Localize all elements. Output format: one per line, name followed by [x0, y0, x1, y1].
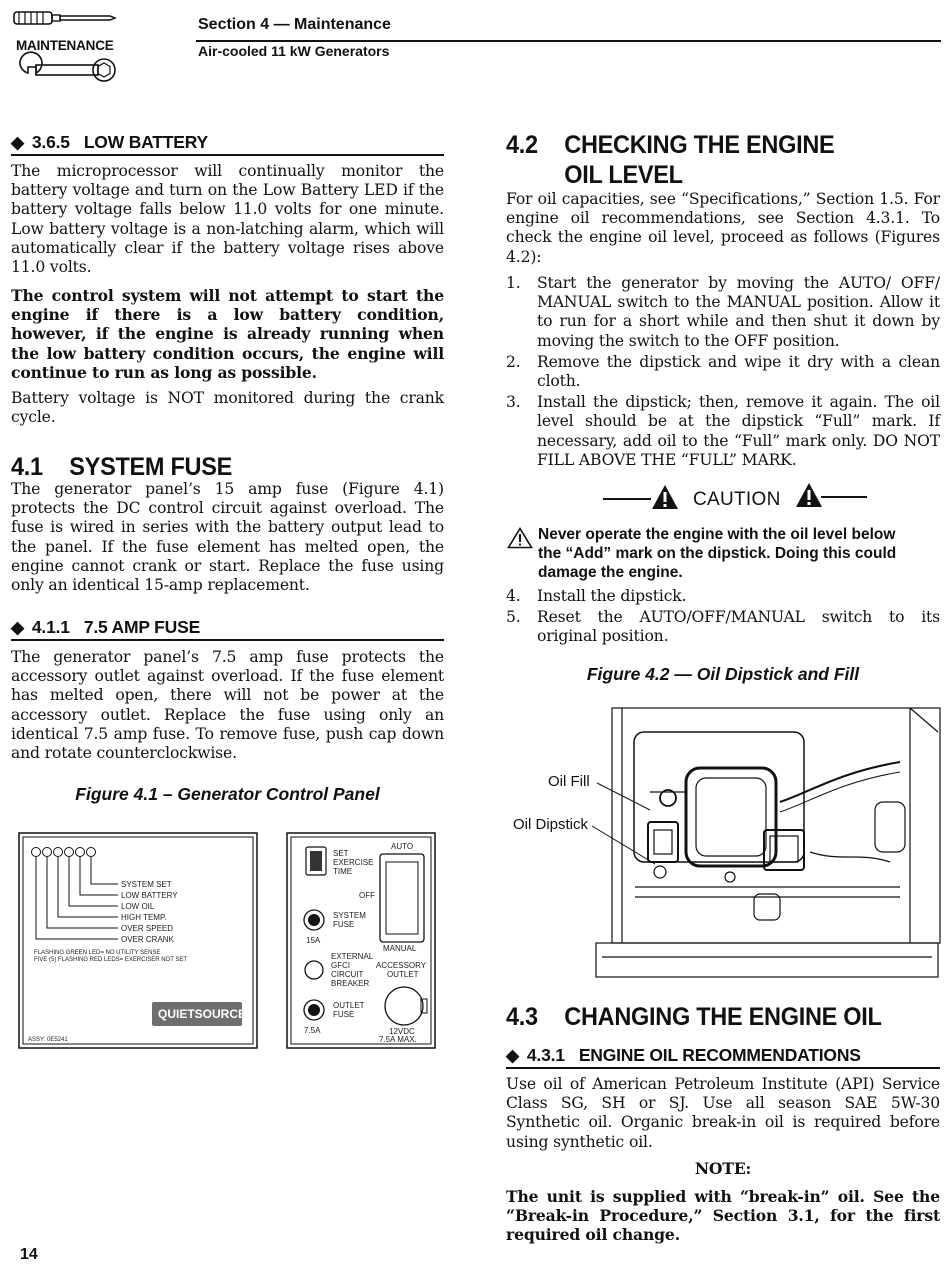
figure-caption: Figure 4.1 – Generator Control Panel	[75, 784, 380, 804]
heading-number: 4.2	[506, 131, 538, 159]
heading-number: 4.1	[11, 453, 43, 481]
heading-4-3-1	[506, 1045, 940, 1069]
paragraph: Use oil of American Petroleum Institute (API) Service Class SG, SH or SJ. Use all season SAE 5W-30 Synthetic oil. Organic break-in oil is required before using synthetic oil.	[506, 1075, 940, 1151]
panel-label: AUTO	[391, 842, 414, 851]
diamond-bullet-icon: ◆	[11, 133, 24, 152]
heading-number: 4.1.1	[31, 617, 70, 637]
warning-triangle-icon	[795, 482, 823, 508]
list-item	[506, 353, 940, 391]
led-label: LOW BATTERY	[121, 891, 178, 900]
oil-dipstick-label: Oil Dipstick	[513, 816, 589, 833]
panel-label: OUTLET	[387, 970, 419, 979]
step-number: 5.	[506, 608, 521, 627]
panel-note: FIVE (5) FLASHING RED LEDS= EXERCISER NOT SET	[34, 957, 188, 963]
led-label: OVER SPEED	[121, 924, 174, 933]
figure-caption: Figure 4.2 — Oil Dipstick and Fill	[586, 664, 860, 684]
heading-4-2	[506, 130, 914, 190]
panel-note: FLASHING GREEN LED= NO UTILITY SENSE	[34, 950, 161, 956]
heading-title-line2: OIL LEVEL	[564, 161, 683, 189]
maintenance-logo	[12, 6, 120, 92]
paragraph: The generator panel’s 15 amp fuse (Figure 4.1) protects the DC control circuit against overload. The fuse is wired in series with the battery output lead to the panel. If the fuse element has melted open, the engine cannot crank or start. Replace the fuse using only an identical 15-amp replacement.	[11, 480, 444, 595]
paragraph: The generator panel’s 7.5 amp fuse protects the accessory outlet against overload. If the fuse element has melted open, there will not be power at the accessory outlet. Replace the fuse using only an identical 7.5 amp fuse. To remove fuse, push cap down and rotate counterclockwise.	[11, 648, 444, 763]
leader-line	[592, 826, 655, 864]
caution-banner	[603, 482, 867, 514]
step-text: Reset the AUTO/OFF/MANUAL switch to its original position.	[537, 608, 940, 646]
page-number: 14	[20, 1246, 38, 1263]
heading-number: 4.3.1	[526, 1045, 565, 1065]
heading-3-6-5	[11, 132, 444, 156]
diamond-bullet-icon: ◆	[11, 618, 24, 637]
warning-triangle-icon	[651, 484, 679, 510]
step-number: 3.	[506, 393, 521, 412]
paragraph: The microprocessor will continually monitor the battery voltage and turn on the Low Battery LED if the battery voltage falls below 11.0 volts for one minute. Low battery voltage is a non-latching alarm, which will automatically clear if the battery voltage rises above 11.0 volts.	[11, 162, 444, 277]
caution-text: Never operate the engine with the oil level below the “Add” mark on the dipstick. Doing this could damage the engine.	[538, 526, 897, 581]
heading-4-1-1	[11, 617, 444, 641]
panel-label: SYSTEM	[333, 911, 366, 920]
step-number: 4.	[506, 587, 521, 605]
assy-label: ASSY: 0E5241	[28, 1037, 68, 1043]
panel-label: OFF	[359, 891, 375, 900]
step-text: Remove the dipstick and wipe it dry with a clean cloth.	[537, 352, 940, 391]
led-label: SYSTEM SET	[121, 880, 172, 889]
panel-label: TIME	[333, 867, 353, 876]
panel-label: BREAKER	[331, 979, 370, 988]
list-item	[506, 587, 940, 606]
led-label: LOW OIL	[121, 902, 155, 911]
heading-title: 7.5 AMP FUSE	[83, 617, 201, 637]
panel-label: FUSE	[333, 920, 355, 929]
heading-4-3	[506, 1002, 914, 1032]
step-text: Start the generator by moving the AUTO/ OFF/ MANUAL switch to the MANUAL position. Allow it to run for a short while and then shut it down by moving the switch to the OFF position.	[537, 274, 940, 350]
switch-panel	[287, 833, 435, 1048]
section-subtitle: Air-cooled 11 kW Generators	[198, 43, 390, 59]
paragraph: Battery voltage is NOT monitored during the crank cycle.	[11, 389, 444, 427]
heading-title: LOW BATTERY	[83, 132, 208, 152]
gfci-breaker-icon	[305, 961, 323, 979]
panel-label: ACCESSORY	[376, 961, 427, 970]
brand-logo: QUIETSOURCE	[158, 1007, 247, 1021]
panel-label: GFCI	[331, 961, 351, 970]
auto-off-manual-switch	[380, 854, 424, 942]
oil-fill-label: Oil Fill	[548, 773, 590, 790]
panel-label: EXTERNAL	[331, 952, 374, 961]
panel-label: 7.5A MAX.	[379, 1035, 417, 1044]
leader-line	[597, 783, 650, 810]
heading-title: ENGINE OIL RECOMMENDATIONS	[578, 1045, 861, 1065]
warning-outline-icon	[507, 527, 533, 549]
heading-title: CHECKING THE ENGINE	[564, 131, 835, 159]
panel-label: 7.5A	[304, 1026, 321, 1035]
panel-label: EXERCISE	[333, 858, 374, 867]
list-item	[506, 608, 940, 646]
list-item	[506, 274, 940, 351]
panel-label: CIRCUIT	[331, 970, 364, 979]
step-number: 1.	[506, 274, 521, 292]
heading-number: 4.3	[506, 1003, 538, 1031]
step-list	[506, 274, 940, 472]
step-list	[506, 587, 940, 649]
heading-number: 3.6.5	[31, 132, 70, 152]
engine-illustration	[510, 702, 942, 982]
led-label: OVER CRANK	[121, 935, 174, 944]
note-text: The unit is supplied with “break-in” oil. See the “Break-in Procedure,” Section 3.1, for the first required oil change.	[506, 1187, 940, 1245]
led-panel	[19, 833, 257, 1048]
panel-label: 12VDC	[389, 1027, 415, 1036]
panel-label: SET	[333, 849, 349, 858]
control-panel-figure	[18, 830, 438, 1052]
heading-4-1	[11, 452, 418, 482]
step-text: Install the dipstick.	[537, 587, 687, 605]
note-label: NOTE:	[694, 1159, 752, 1178]
header-rule	[196, 40, 941, 42]
logo-label: MAINTENANCE	[16, 38, 114, 53]
led-label: HIGH TEMP.	[121, 913, 167, 922]
paragraph-bold: The control system will not attempt to start the engine if there is a low battery condition, however, if the engine is already running when the low battery condition occurs, the engine will continue to run as long as possible.	[11, 286, 444, 382]
panel-label: OUTLET	[333, 1001, 365, 1010]
caution-title: CAUTION	[693, 489, 781, 510]
list-item	[506, 393, 940, 470]
section-title: Section 4 — Maintenance	[198, 16, 391, 33]
step-number: 2.	[506, 352, 521, 371]
step-text: Install the dipstick; then, remove it again. The oil level should be at the dipstick “Full” mark. If necessary, add oil to the “Full” mark only. DO NOT FILL ABOVE THE “FULL” MARK.	[537, 393, 940, 469]
panel-label: FUSE	[333, 1010, 355, 1019]
diamond-bullet-icon: ◆	[506, 1046, 519, 1065]
heading-title: SYSTEM FUSE	[69, 453, 233, 481]
panel-label: MANUAL	[383, 944, 417, 953]
panel-label: 15A	[306, 936, 321, 945]
heading-title: CHANGING THE ENGINE OIL	[564, 1003, 882, 1031]
accessory-outlet-icon	[385, 987, 423, 1025]
paragraph: For oil capacities, see “Specifications,” Section 1.5. For engine oil recommendations, see Section 4.3.1. To check the engine oil level, proceed as follows (Figures 4.2):	[506, 190, 940, 266]
